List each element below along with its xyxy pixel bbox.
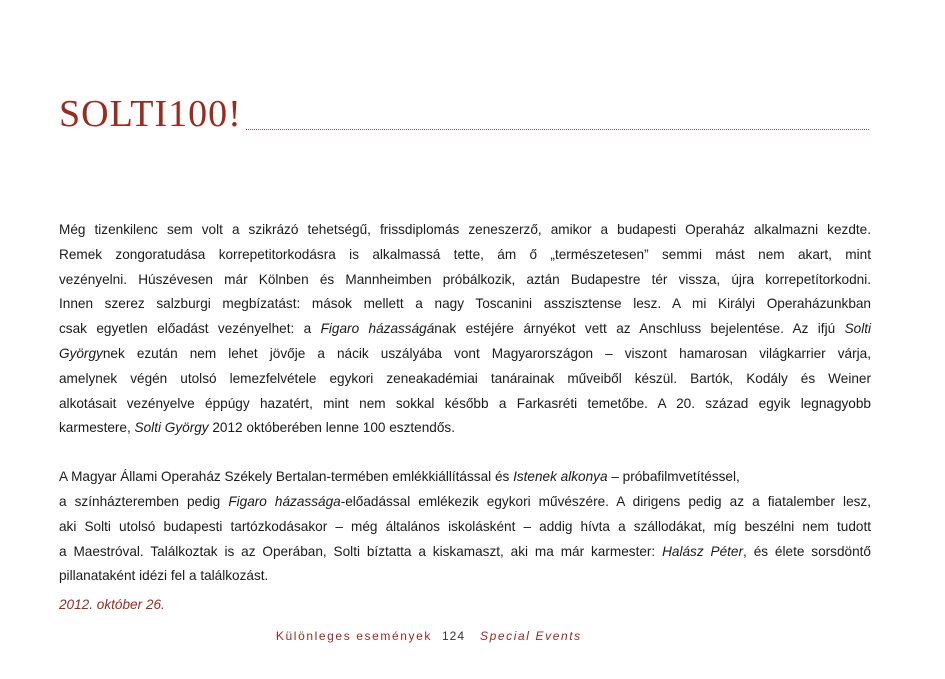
text-segment: a színházteremben pedig (59, 493, 229, 509)
text-segment: – próbafilmvetítéssel, (607, 469, 740, 485)
paragraph-1-line-9 (59, 416, 871, 441)
paragraph-1-line-6 (59, 342, 871, 367)
text-segment: nak estéjére árnyékot vett az Anschluss bejelentése. Az ifjú (434, 321, 845, 337)
text-segment: A Magyar Állami Operaház Székely Bertalan-termében emlékkiállítással és (59, 469, 514, 485)
text-segment: , és élete sorsdöntő (743, 543, 871, 559)
footer-section-hungarian: Különleges események (275, 629, 432, 643)
italic-title-istenek-alkonya: Istenek alkonya (513, 469, 608, 485)
page-number: 124 (442, 629, 466, 643)
text-segment: nek ezután nem lehet jövője a nácik uszályába vont Magyarországon – viszont hamarosan világkarrier várja, (102, 345, 871, 361)
page-title: SOLTI100! (59, 93, 242, 135)
paragraph-1-line-8: alkotásait vezényelve éppúgy hazatért, mint nem sokkal később a Farkasréti temetőbe. A 20. század egyik legnagyobb (59, 395, 871, 411)
article-date: 2012. október 26. (59, 597, 165, 612)
italic-name-solti-gyorgy: Solti György (134, 420, 209, 436)
page-footer (0, 626, 945, 646)
title-row (59, 86, 869, 136)
paragraph-1-line-2: Remek zongoratudása korrepetitorkodásra is alkalmassá tette, ám ő „természetesen” semmi mást nem akart, mint (59, 246, 871, 262)
text-segment: karmestere, (59, 420, 135, 436)
text-segment: a Maestróval. Találkoztak is az Operában, Solti bíztatta a kiskamaszt, aki ma már karmester: (59, 543, 663, 559)
paragraph-2-line-1 (59, 465, 871, 490)
paragraph-2-line-2 (59, 490, 871, 515)
text-segment: csak egyetlen előadást vezényelhet: a (59, 321, 321, 337)
italic-name-solti: Solti (844, 321, 872, 337)
paragraph-2 (59, 465, 871, 589)
paragraph-1-line-3: vezényelni. Húszévesen már Kölnben és Mannheimben próbálkozik, aztán Budapestre tér vissza, újra korrepetítorkodni. (59, 271, 871, 287)
text-segment: 2012 októberében lenne 100 esztendős. (208, 420, 455, 436)
text-segment: -előadással emlékezik egykori művészére. A dirigens pedig az a fiatalember lesz, (340, 493, 871, 509)
paragraph-1-line-1: Még tizenkilenc sem volt a szikrázó tehetségű, frissdiplomás zeneszerző, amikor a budapesti Operaház alkalmazni kezdte. (59, 222, 871, 237)
paragraph-1 (59, 218, 871, 441)
paragraph-2-line-3: aki Solti utolsó budapesti tartózkodásakor – még általános iskolásként – addig hívta a szállodákat, míg beszélni nem tudott (59, 518, 871, 534)
article-body (59, 218, 871, 589)
italic-name-gyorgy: György (59, 345, 103, 361)
title-dotted-rule (246, 129, 869, 130)
paragraph-1-line-5 (59, 317, 871, 342)
paragraph-1-line-7: amelynek végén utolsó lemezfelvétele egykori zeneakadémiai tanárainak műveiből készül. Bartók, Kodály és Weiner (59, 370, 871, 386)
italic-name-halasz-peter: Halász Péter (662, 543, 744, 559)
italic-title-figaro-2: Figaro házassága (228, 493, 341, 509)
paragraph-2-line-4 (59, 540, 871, 565)
italic-title-figaro: Figaro házasságá (320, 321, 435, 337)
paragraph-2-line-5: pillanataként idézi fel a találkozást. (59, 568, 269, 584)
footer-section-english: Special Events (480, 629, 582, 643)
paragraph-1-line-4: Innen szerez salzburgi megbízatást: mások mellett a nagy Toscanini asszisztense lesz. A mi Királyi Operaházunkban (59, 296, 871, 312)
